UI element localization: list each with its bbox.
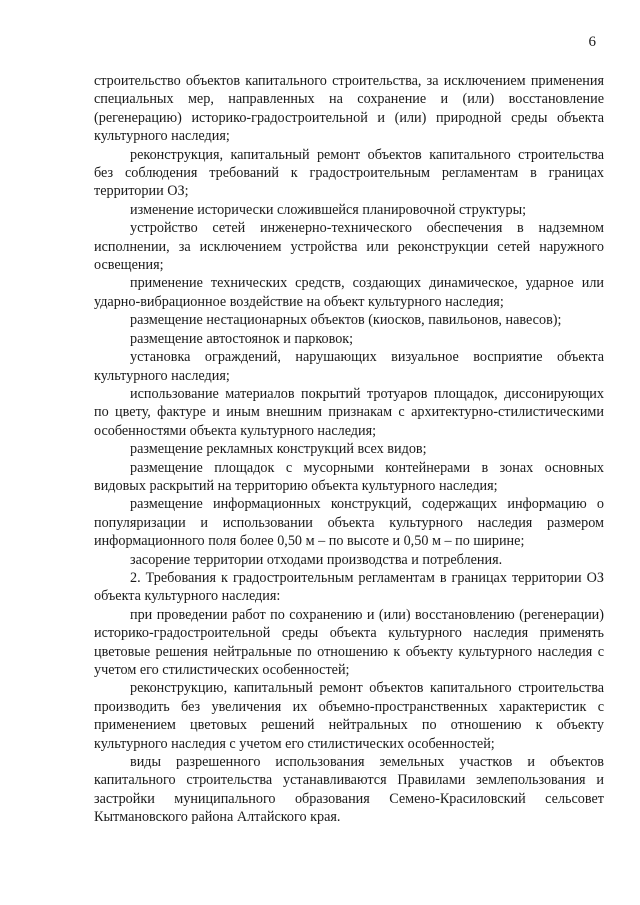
- document-body: [94, 72, 604, 827]
- paragraph: размещение информационных конструкций, содержащих информацию о популяризации и использовании объекта культурного наследия размером информационного поля более 0,50 м – по высоте и 0,50 м – по ширине;: [94, 496, 604, 550]
- paragraph: размещение рекламных конструкций всех видов;: [130, 441, 427, 458]
- paragraph: размещение нестационарных объектов (киосков, павильонов, навесов);: [130, 312, 562, 329]
- paragraph: установка ограждений, нарушающих визуальное восприятие объекта культурного наследия;: [94, 349, 604, 384]
- paragraph: строительство объектов капитального строительства, за исключением применения специальных мер, направленных на сохранение и (или) восстановление (регенерацию) историко-градостроительной и (или) природной среды объекта культурного наследия;: [94, 73, 604, 145]
- section-heading: 2. Требования к градостроительным регламентам в границах территории ОЗ объекта культурного наследия:: [94, 569, 604, 605]
- paragraph: реконструкция, капитальный ремонт объектов капитального строительства без соблюдения требований к градостроительным регламентам в границах территории ОЗ;: [94, 146, 604, 200]
- page-number: 6: [588, 34, 596, 50]
- paragraph: виды разрешенного использования земельных участков и объектов капитального строительства устанавливаются Правилами землепользования и застройки муниципального образования Семено-Красиловский сельсовет Кытмановского района Алтайского края.: [94, 754, 604, 826]
- paragraph: применение технических средств, создающих динамическое, ударное или ударно-вибрационное воздействие на объект культурного наследия;: [94, 275, 604, 310]
- paragraph: засорение территории отходами производства и потребления.: [130, 551, 503, 568]
- paragraph: при проведении работ по сохранению и (или) восстановлению (регенерации) историко-градостроительной среды объекта культурного наследия применять цветовые решения нейтральные по отношению к объекту культурного наследия с учетом его стилистических особенностей;: [94, 606, 604, 678]
- paragraph: размещение автостоянок и парковок;: [130, 330, 354, 347]
- paragraph: размещение площадок с мусорными контейнерами в зонах основных видовых раскрытий на территорию объекта культурного наследия;: [94, 459, 604, 494]
- paragraph: реконструкцию, капитальный ремонт объектов капитального строительства производить без увеличения их объемно-пространственных характеристик с применением цветовых решений нейтральных по отношению к объекту культурного наследия с учетом его стилистических особенностей;: [94, 680, 604, 752]
- paragraph: устройство сетей инженерно-технического обеспечения в надземном исполнении, за исключением устройства или реконструкции сетей наружного освещения;: [94, 220, 604, 274]
- paragraph: изменение исторически сложившейся планировочной структуры;: [130, 201, 527, 218]
- paragraph: использование материалов покрытий тротуаров площадок, диссонирующих по цвету, фактуре и иным внешним признакам с архитектурно-стилистическими особенностями объекта культурного наследия;: [94, 385, 604, 439]
